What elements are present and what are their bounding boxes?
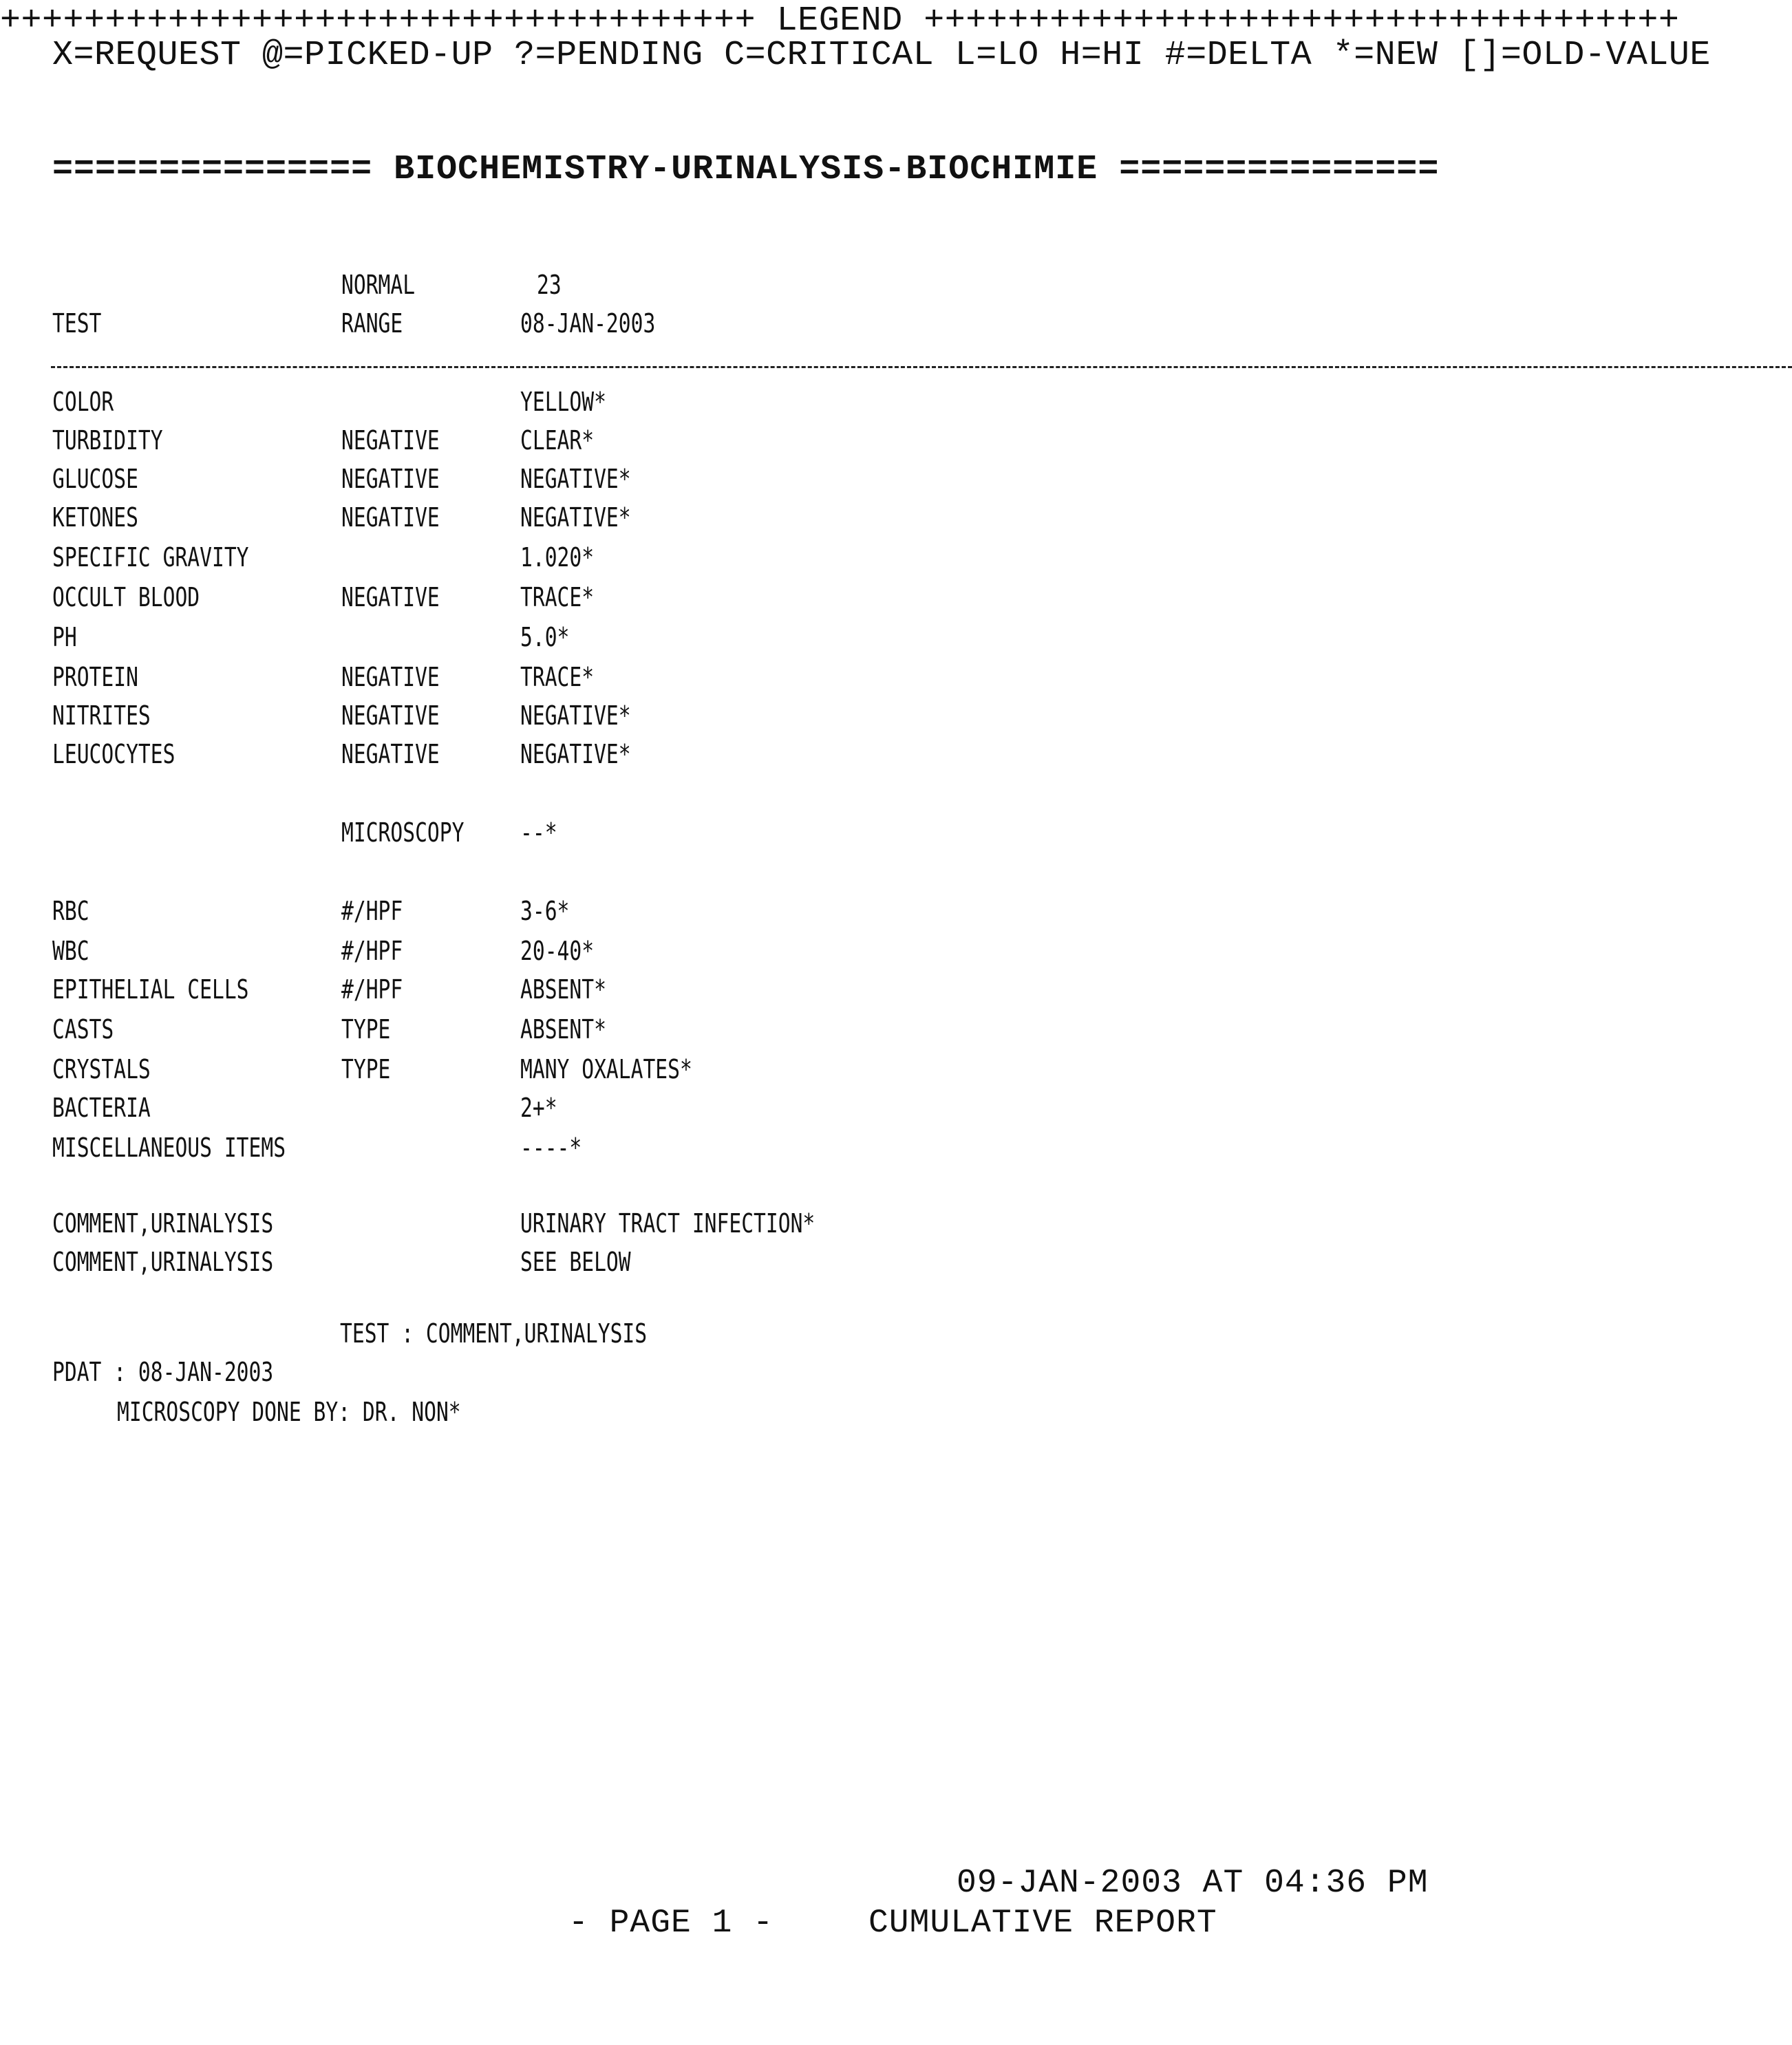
header-range: RANGE xyxy=(341,308,403,339)
row-value: 5.0* xyxy=(520,622,570,652)
row-range: TYPE xyxy=(341,1014,391,1045)
row-test: WBC xyxy=(52,936,89,966)
row-value: TRACE* xyxy=(520,662,595,692)
row-value: --* xyxy=(520,817,557,848)
row-test: NITRITES xyxy=(52,700,151,731)
row-range: NEGATIVE xyxy=(341,582,440,612)
row-value: TRACE* xyxy=(520,582,595,612)
section-title: =============== BIOCHEMISTRY-URINALYSIS-BIOCHIMIE =============== xyxy=(52,150,1440,189)
row-test: KETONES xyxy=(52,502,138,533)
row-test: PH xyxy=(52,622,77,652)
row-test: SPECIFIC GRAVITY xyxy=(52,542,249,572)
row-test: COMMENT,URINALYSIS xyxy=(52,1208,274,1239)
row-test: MISCELLANEOUS ITEMS xyxy=(52,1133,286,1163)
row-range: NEGATIVE xyxy=(341,502,440,533)
row-range: NEGATIVE xyxy=(341,425,440,456)
row-value: URINARY TRACT INFECTION* xyxy=(520,1208,815,1239)
row-test: LEUCOCYTES xyxy=(52,739,175,769)
footer-report-name: CUMULATIVE REPORT xyxy=(868,1905,1217,1942)
pdat-line: PDAT : 08-JAN-2003 xyxy=(52,1357,274,1387)
footer-printed-date: 09-JAN-2003 AT 04:36 PM xyxy=(957,1865,1429,1902)
row-value: NEGATIVE* xyxy=(520,464,631,494)
row-value: NEGATIVE* xyxy=(520,502,631,533)
row-value: CLEAR* xyxy=(520,425,595,456)
row-test: OCCULT BLOOD xyxy=(52,582,200,612)
row-range: NEGATIVE xyxy=(341,739,440,769)
microscopy-done-by: MICROSCOPY DONE BY: DR. NON* xyxy=(117,1397,461,1427)
comment-test-line: TEST : COMMENT,URINALYSIS xyxy=(340,1318,648,1349)
row-value: 2+* xyxy=(520,1093,557,1123)
row-value: 20-40* xyxy=(520,936,595,966)
row-value: SEE BELOW xyxy=(520,1247,631,1277)
row-range: #/HPF xyxy=(341,936,403,966)
row-value: 3-6* xyxy=(520,896,570,926)
row-value: MANY OXALATES* xyxy=(520,1054,692,1084)
row-test: PROTEIN xyxy=(52,662,138,692)
row-range: NEGATIVE xyxy=(341,662,440,692)
row-value: NEGATIVE* xyxy=(520,739,631,769)
legend-title: ++++++++++++++++++++++++++++++++++++ LEGEND ++++++++++++++++++++++++++++++++++++ xyxy=(0,1,1680,41)
row-value: ABSENT* xyxy=(520,974,606,1005)
row-range: MICROSCOPY xyxy=(341,817,465,848)
header-normal: NORMAL xyxy=(341,270,416,300)
row-value: YELLOW* xyxy=(520,387,606,417)
header-divider xyxy=(51,366,1792,368)
row-value: 1.020* xyxy=(520,542,595,572)
footer-page-number: - PAGE 1 - xyxy=(568,1905,774,1942)
row-value: NEGATIVE* xyxy=(520,700,631,731)
header-day: 23 xyxy=(537,270,562,300)
row-test: GLUCOSE xyxy=(52,464,138,494)
row-test: CASTS xyxy=(52,1014,114,1045)
row-test: COLOR xyxy=(52,387,114,417)
row-range: NEGATIVE xyxy=(341,464,440,494)
header-date: 08-JAN-2003 xyxy=(520,308,656,339)
row-test: CRYSTALS xyxy=(52,1054,151,1084)
row-range: TYPE xyxy=(341,1054,391,1084)
row-test: TURBIDITY xyxy=(52,425,163,456)
row-range: NEGATIVE xyxy=(341,700,440,731)
row-range: #/HPF xyxy=(341,974,403,1005)
legend-line: X=REQUEST @=PICKED-UP ?=PENDING C=CRITICAL L=LO H=HI #=DELTA *=NEW []=OLD-VALUE xyxy=(52,36,1711,75)
row-value: ABSENT* xyxy=(520,1014,606,1045)
header-test: TEST xyxy=(52,308,102,339)
row-range: #/HPF xyxy=(341,896,403,926)
row-test: BACTERIA xyxy=(52,1093,151,1123)
row-value: ----* xyxy=(520,1133,582,1163)
row-test: COMMENT,URINALYSIS xyxy=(52,1247,274,1277)
row-test: RBC xyxy=(52,896,89,926)
row-test: EPITHELIAL CELLS xyxy=(52,974,249,1005)
